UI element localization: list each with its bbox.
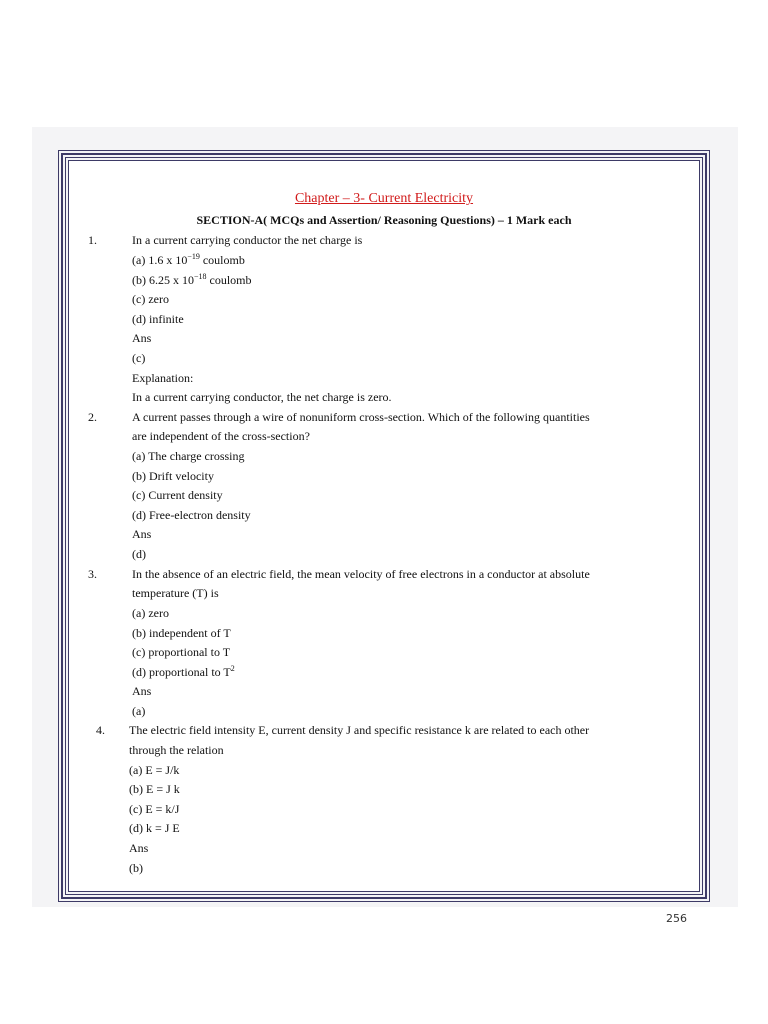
option-d: (d) Free-electron density [132,508,251,522]
option-c: (c) zero [132,292,169,306]
option-b: (b) independent of T [132,626,231,640]
answer-label: Ans [132,684,152,698]
question-number: 4. [96,723,105,737]
answer-label: Ans [132,331,152,345]
option-c: (c) E = k/J [129,802,180,816]
chapter-title: Chapter – 3- Current Electricity [294,191,474,206]
answer-value: (c) [132,351,146,365]
question-text: In a current carrying conductor the net charge is [132,233,363,247]
question-text-cont: are independent of the cross-section? [132,429,310,443]
option-a: (a) 1.6 x $10^{-19}$ coulomb [132,252,245,267]
option-b: (b) Drift velocity [132,469,214,483]
option-d: (d) proportional to $T^2$ [132,664,235,679]
answer-value: (b) [129,861,143,875]
page-number: 256 [666,912,687,925]
section-heading: SECTION-A( MCQs and Assertion/ Reasoning Questions) – 1 Mark each [196,213,572,227]
option-a: (a) The charge crossing [132,449,245,463]
option-c: (c) proportional to T [132,645,231,659]
answer-value: (a) [132,704,146,718]
answer-label: Ans [129,841,149,855]
question-text: The electric field intensity E, current density J and specific resistance k are related to each other [129,723,590,737]
explanation-text: In a current carrying conductor, the net charge is zero. [132,390,392,404]
option-a: (a) E = J/k [129,763,180,777]
option-a: (a) zero [132,606,169,620]
question-text-cont: through the relation [129,743,224,757]
question-number: 3. [88,567,97,581]
option-b: (b) 6.25 x $10^{-18}$ coulomb [132,272,252,287]
answer-value: (d) [132,547,146,561]
option-b: (b) E = J k [129,782,180,796]
answer-label: Ans [132,527,152,541]
question-text: In the absence of an electric field, the mean velocity of free electrons in a conductor at absolute [132,567,590,581]
question-number: 1. [88,233,97,247]
question-number: 2. [88,410,97,424]
question-text-cont: temperature (T) is [132,586,219,600]
option-d: (d) infinite [132,312,184,326]
explanation-label: Explanation: [132,371,194,385]
option-d: (d) k = J E [129,821,180,835]
question-text: A current passes through a wire of nonuniform cross-section. Which of the following quantities [132,410,590,424]
option-c: (c) Current density [132,488,223,502]
